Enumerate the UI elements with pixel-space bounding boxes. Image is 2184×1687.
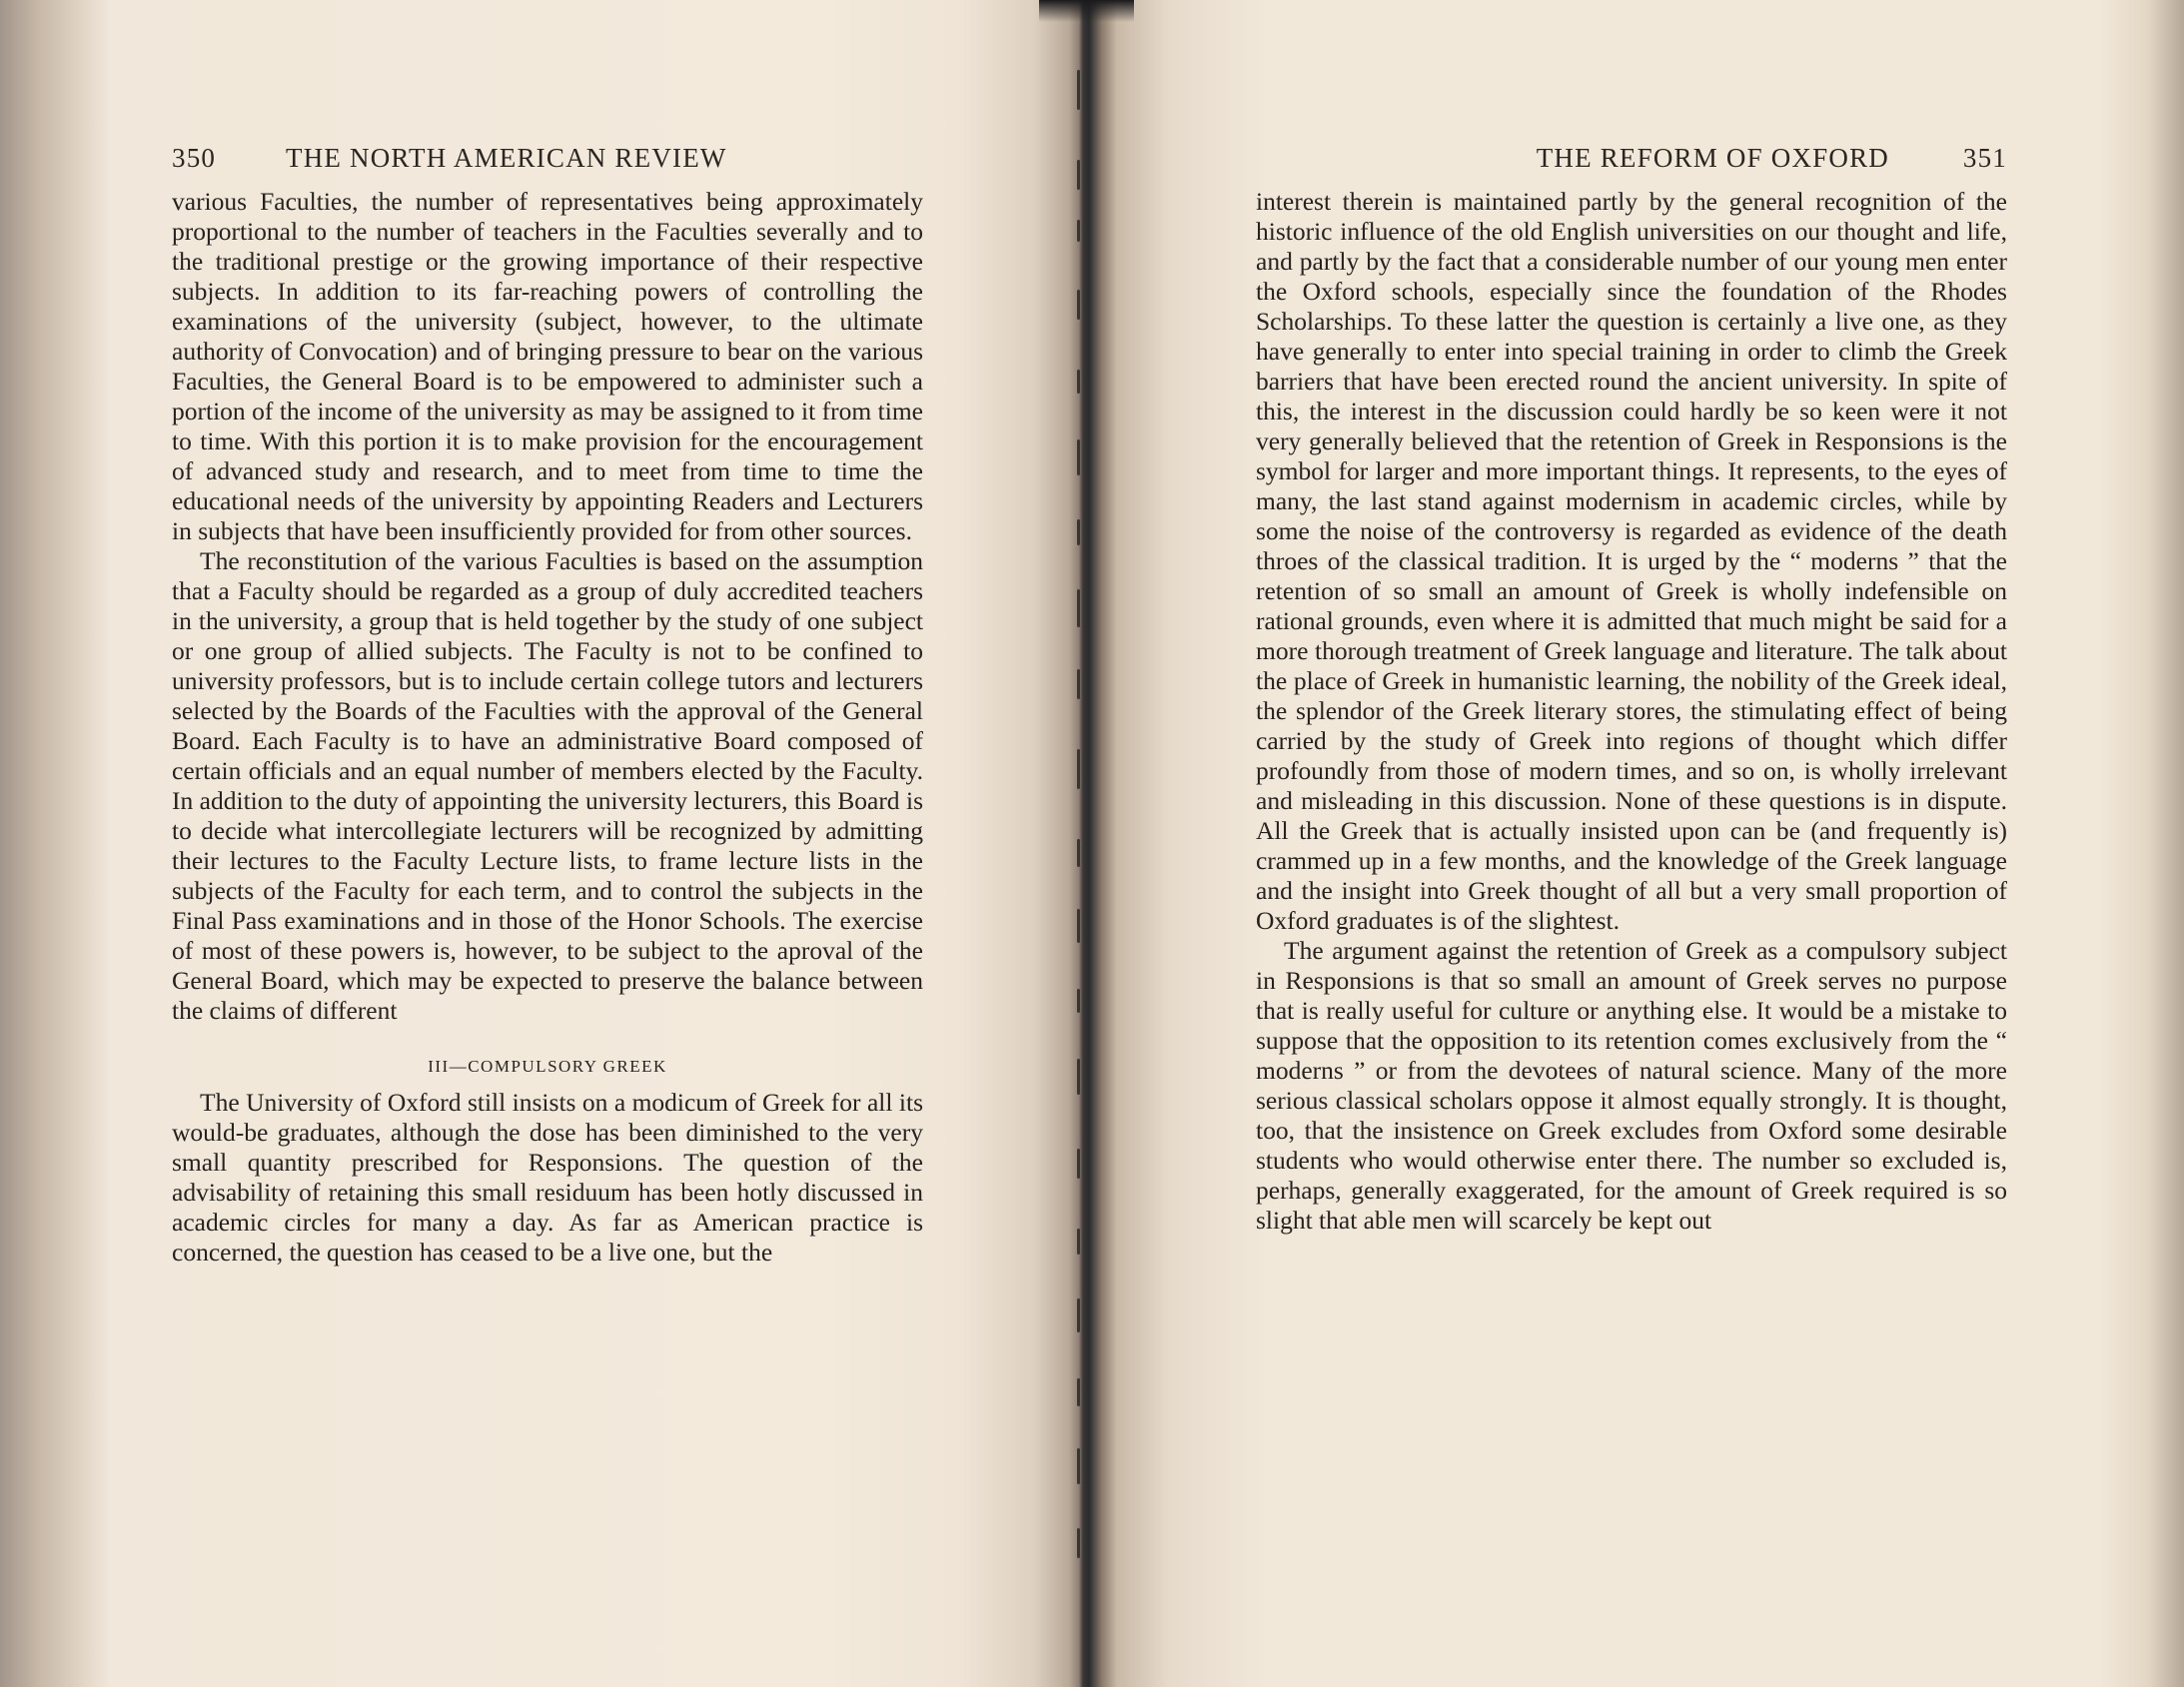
paragraph: The argument against the retention of Greek as a compulsory subject in Responsions is that so small an amount of Greek serves no purpose that is really useful for culture or anything else. It would be a mistake to suppose that the opposition to its retention comes exclusively from the “ moderns ” or from the devotees of natural science. Many of the more serious classical scholars oppose it almost equally strongly. It is thought, too, that the insistence on Greek excludes from Oxford some desirable students who would otherwise enter there. The number so excluded is, perhaps, generally exaggerated, for the amount of Greek required is so slight that able men will scarcely be kept out bbox=[1256, 936, 2007, 1235]
page-body bbox=[1256, 187, 2007, 1236]
running-head-title: THE NORTH AMERICAN REVIEW bbox=[286, 143, 727, 173]
paragraph: interest therein is maintained partly by the general recognition of the historic influence of the old English universities on our thought and life, and partly by the fact that a considerable number of our young men enter the Oxford schools, especially since the foundation of the Rhodes Scholarships. To these latter the question is certainly a live one, as they have generally to enter into special training in order to climb the Greek barriers that have been erected round the ancient university. In spite of this, the interest in the discussion could hardly be so keen were it not very generally believed that the retention of Greek in Responsions is the symbol for larger and more important things. It represents, to the eyes of many, the last stand against modernism in academic circles, while by some the noise of the controversy is regarded as evidence of the death throes of the classical tradition. It is urged by the “ moderns ” that the retention of so small an amount of Greek is wholly indefensible on rational grounds, even where it is admitted that much might be said for a more thorough treatment of Greek language and literature. The talk about the place of Greek in humanistic learning, the nobility of the Greek ideal, the splendor of the Greek literary stores, the stimulating effect of being carried by the study of Greek into regions of thought which differ profoundly from those of modern times, and so on, is wholly irrelevant and misleading in this discussion. None of these questions is in dispute. All the Greek that is actually insisted upon can be (and frequently is) crammed up in a few months, and the knowledge of the Greek language and the insight into Greek thought of all but a very small proportion of Oxford graduates is of the slightest. bbox=[1256, 187, 2007, 935]
paragraph: various Faculties, the number of representatives being approximately proportional to the number of teachers in the Faculties severally and to the traditional prestige or the growing importance of their respective subjects. In addition to its far-reaching powers of controlling the examinations of the university (subject, however, to the ultimate authority of Convocation) and of bringing pressure to bear on the various Faculties, the General Board is to be empowered to administer such a portion of the income of the university as may be assigned to it from time to time. With this portion it is to make provision for the encouragement of advanced study and research, and to meet from time to time the educational needs of the university by appointing Readers and Lecturers in subjects that have been insufficiently provided for from other sources. bbox=[172, 187, 923, 545]
paragraph: The University of Oxford still insists on a modicum of Greek for all its would-be graduates, although the dose has been diminished to the very small quantity prescribed for Responsions. The question of the advisability of retaining this small residuum has been hotly discussed in academic circles for many a day. As far as American practice is concerned, the question has ceased to be a live one, but the bbox=[172, 1088, 923, 1266]
page-number: 351 bbox=[1962, 143, 2007, 173]
spine-stitching bbox=[1077, 50, 1085, 1578]
paragraph: The reconstitution of the various Faculties is based on the assumption that a Faculty should be regarded as a group of duly accredited teachers in the university, a group that is held together by the study of one subject or one group of allied subjects. The Faculty is not to be confined to university professors, but is to include certain college tutors and lecturers selected by the Boards of the Faculties with the approval of the General Board. Each Faculty is to have an administrative Board composed of certain officials and an equal number of members elected by the Faculty. In addition to the duty of appointing the university lecturers, this Board is to decide what intercollegiate lecturers will be recognized by admitting their lectures to the Faculty Lecture lists, to frame lecture lists in the subjects of the Faculty for each term, and to control the subjects in the Final Pass examinations and in those of the Honor Schools. The exercise of most of these powers is, however, to be subject to the aproval of the General Board, which may be expected to preserve the balance between the claims of different bbox=[172, 546, 923, 1025]
section-heading: III—COMPULSORY GREEK bbox=[428, 1057, 667, 1076]
spine-shadow bbox=[1039, 0, 1134, 22]
page-body bbox=[172, 187, 923, 1267]
running-head-title: THE REFORM OF OXFORD bbox=[1536, 143, 1889, 173]
page-number: 350 bbox=[172, 143, 217, 173]
